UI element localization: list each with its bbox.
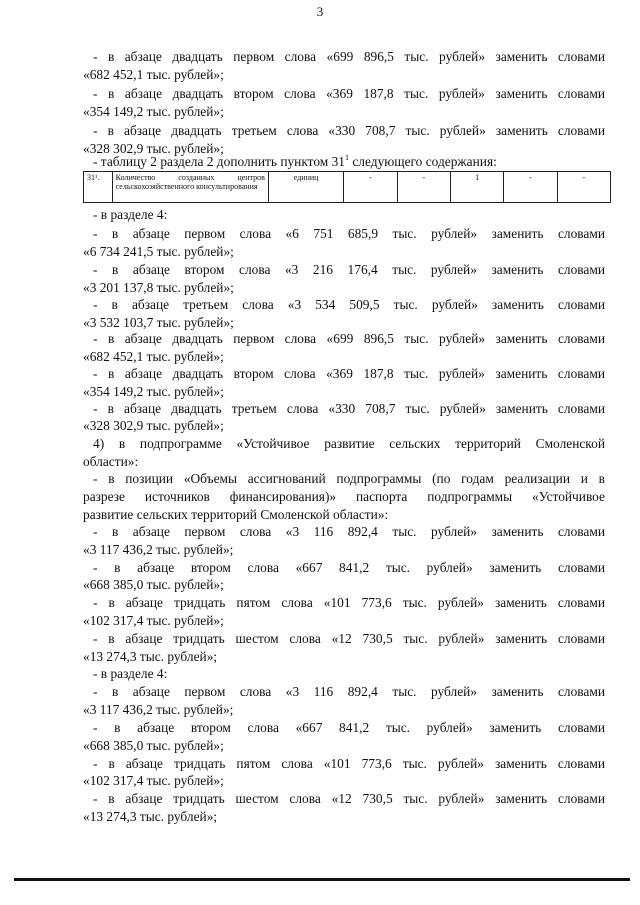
paragraph-line: - в абзаце тридцать шестом слова «12 730,5 тыс. рублей» заменить словами bbox=[93, 791, 605, 806]
paragraph-line: «13 274,3 тыс. рублей»; bbox=[83, 649, 218, 664]
paragraph-line: «13 274,3 тыс. рублей»; bbox=[83, 809, 218, 824]
paragraph-line: 4) в подпрограмме «Устойчивое развитие сельских территорий Смоленской bbox=[93, 436, 605, 451]
paragraph-line: «102 317,4 тыс. рублей»; bbox=[83, 773, 224, 788]
paragraph-line: «3 117 436,2 тыс. рублей»; bbox=[83, 702, 234, 717]
paragraph-line: - в абзаце тридцать шестом слова «12 730,5 тыс. рублей» заменить словами bbox=[93, 631, 605, 646]
table-cell-value: - bbox=[344, 172, 397, 203]
paragraph-line: - в абзаце первом слова «6 751 685,9 тыс. рублей» заменить словами bbox=[93, 226, 605, 241]
paragraph-line: «668 385,0 тыс. рублей»; bbox=[83, 577, 224, 592]
paragraph-line: - в абзаце тридцать пятом слова «101 773,6 тыс. рублей» заменить словами bbox=[93, 756, 605, 771]
paragraph-line: - в абзаце втором слова «3 216 176,4 тыс. рублей» заменить словами bbox=[93, 262, 605, 277]
paragraph-line: - в абзаце третьем слова «3 534 509,5 тыс. рублей» заменить словами bbox=[93, 297, 605, 312]
table-intro-line bbox=[93, 154, 605, 170]
table-cell-value: - bbox=[504, 172, 557, 203]
paragraph-line: «354 149,2 тыс. рублей»; bbox=[83, 384, 224, 399]
paragraph-line: «328 302,9 тыс. рублей»; bbox=[83, 141, 224, 156]
table-cell-value: - bbox=[397, 172, 450, 203]
paragraph-line: «682 452,1 тыс. рублей»; bbox=[83, 67, 224, 82]
paragraph-line: - в абзаце втором слова «667 841,2 тыс. рублей» заменить словами bbox=[93, 560, 605, 575]
paragraph-line: - в абзаце первом слова «3 116 892,4 тыс. рублей» заменить словами bbox=[93, 524, 605, 539]
table-row bbox=[84, 172, 611, 203]
paragraph-line: «3 201 137,8 тыс. рублей»; bbox=[83, 280, 234, 295]
paragraph-line: - в разделе 4: bbox=[93, 207, 168, 222]
paragraph-line: «668 385,0 тыс. рублей»; bbox=[83, 738, 224, 753]
paragraph-line: разрезе источников финансирования)» паспорта подпрограммы «Устойчивое bbox=[83, 489, 605, 504]
paragraph-line: - в абзаце втором слова «667 841,2 тыс. рублей» заменить словами bbox=[93, 720, 605, 735]
paragraph-line: «682 452,1 тыс. рублей»; bbox=[83, 349, 224, 364]
paragraph-line: - в абзаце двадцать первом слова «699 896,5 тыс. рублей» заменить словами bbox=[93, 331, 605, 346]
paragraph-line: «354 149,2 тыс. рублей»; bbox=[83, 104, 224, 119]
paragraph-line: - в абзаце первом слова «3 116 892,4 тыс. рублей» заменить словами bbox=[93, 684, 605, 699]
table-cell-value: 1 bbox=[450, 172, 503, 203]
paragraph-line: развитие сельских территорий Смоленской области»: bbox=[83, 507, 389, 522]
superscript: 1 bbox=[345, 153, 350, 162]
paragraph-line: области»: bbox=[83, 454, 139, 469]
paragraph-line: - в абзаце тридцать пятом слова «101 773,6 тыс. рублей» заменить словами bbox=[93, 595, 605, 610]
paragraph-line: - в абзаце двадцать первом слова «699 896,5 тыс. рублей» заменить словами bbox=[93, 49, 605, 64]
table-intro-text: - таблицу 2 раздела 2 дополнить пунктом 31 bbox=[93, 154, 346, 169]
paragraph-line: - в абзаце двадцать втором слова «369 187,8 тыс. рублей» заменить словами bbox=[93, 86, 605, 101]
paragraph-line: «3 532 103,7 тыс. рублей»; bbox=[83, 315, 234, 330]
paragraph-line: «102 317,4 тыс. рублей»; bbox=[83, 613, 224, 628]
table-cell-value: - bbox=[557, 172, 610, 203]
table-cell-number: 31¹. bbox=[84, 172, 113, 203]
paragraph-line: - в абзаце двадцать третьем слова «330 708,7 тыс. рублей» заменить словами bbox=[93, 401, 605, 416]
paragraph-line: - в абзаце двадцать втором слова «369 187,8 тыс. рублей» заменить словами bbox=[93, 366, 605, 381]
page-number: 3 bbox=[316, 4, 324, 19]
table-cell-unit: единиц bbox=[268, 172, 343, 203]
paragraph-line: - в абзаце двадцать третьем слова «330 708,7 тыс. рублей» заменить словами bbox=[93, 123, 605, 138]
table-intro-text-end: следующего содержания: bbox=[349, 154, 497, 169]
inserted-table-row bbox=[83, 171, 611, 203]
paragraph-line: «3 117 436,2 тыс. рублей»; bbox=[83, 542, 234, 557]
table-cell-name: Количество созданных центров сельскохозяйственного консультирования bbox=[112, 172, 268, 203]
paragraph-line: - в разделе 4: bbox=[93, 666, 168, 681]
paragraph-line: «328 302,9 тыс. рублей»; bbox=[83, 418, 224, 433]
paragraph-line: «6 734 241,5 тыс. рублей»; bbox=[83, 244, 234, 259]
paragraph-line: - в позиции «Объемы ассигнований подпрограммы (по годам реализации и в bbox=[93, 471, 605, 486]
footer-rule bbox=[14, 878, 630, 881]
